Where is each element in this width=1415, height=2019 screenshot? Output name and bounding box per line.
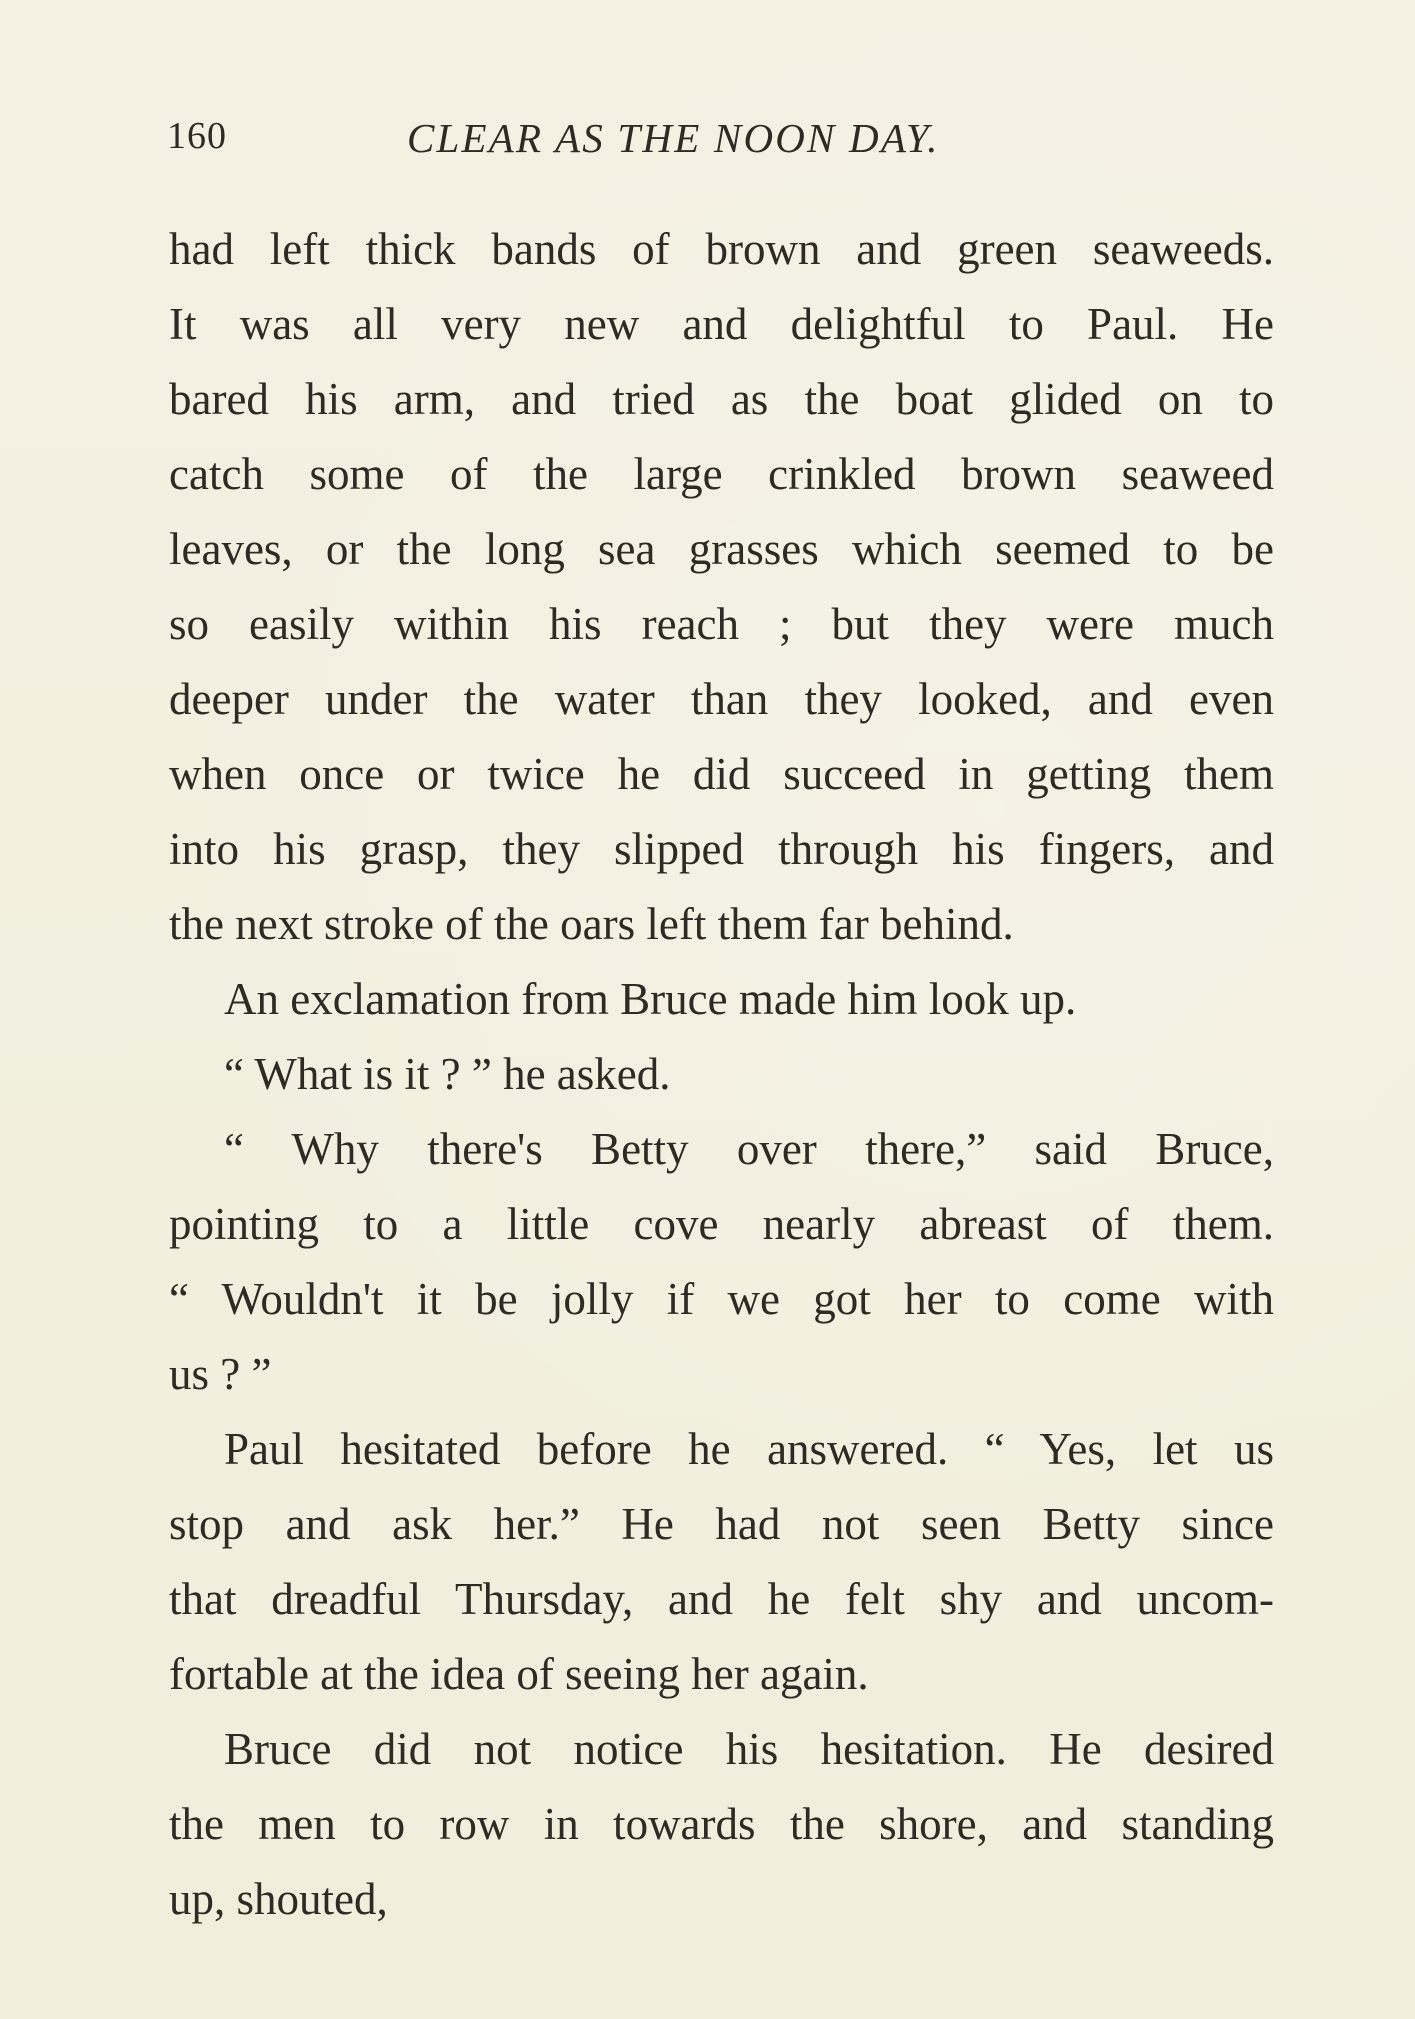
text-line: the next stroke of the oars left them far behind. xyxy=(169,899,1014,949)
text-line: the men to row in towards the shore, and standing xyxy=(169,1799,1274,1849)
text-line: stop and ask her.” He had not seen Betty since xyxy=(169,1499,1274,1549)
text-line: catch some of the large crinkled brown seaweed xyxy=(169,449,1274,499)
text-line: so easily within his reach ; but they were much xyxy=(169,599,1274,649)
text-line: up, shouted, xyxy=(169,1874,388,1924)
text-line: bared his arm, and tried as the boat glided on to xyxy=(169,374,1274,424)
text-line: into his grasp, they slipped through his fingers, and xyxy=(169,824,1274,874)
text-line: us ? ” xyxy=(169,1349,272,1399)
text-line: pointing to a little cove nearly abreast of them. xyxy=(169,1199,1274,1249)
text-line: leaves, or the long sea grasses which seemed to be xyxy=(169,524,1274,574)
text-line: had left thick bands of brown and green seaweeds. xyxy=(169,224,1274,274)
text-line: when once or twice he did succeed in getting them xyxy=(169,749,1274,799)
text-line: deeper under the water than they looked, and even xyxy=(169,674,1274,724)
dialogue-line: “ Why there's Betty over there,” said Bruce, xyxy=(224,1124,1274,1174)
page-number: 160 xyxy=(167,115,227,157)
running-head xyxy=(167,114,1067,164)
running-title: CLEAR AS THE NOON DAY. xyxy=(407,115,940,161)
dialogue-line: “ What is it ? ” he asked. xyxy=(224,1049,671,1099)
paragraph-start-line: An exclamation from Bruce made him look up. xyxy=(224,974,1077,1024)
text-line: fortable at the idea of seeing her again. xyxy=(169,1649,869,1699)
paragraph-start-line: Bruce did not notice his hesitation. He desired xyxy=(224,1724,1274,1774)
text-line: “ Wouldn't it be jolly if we got her to come with xyxy=(169,1274,1274,1324)
paragraph-start-line: Paul hesitated before he answered. “ Yes, let us xyxy=(224,1424,1274,1474)
text-line: that dreadful Thursday, and he felt shy and uncom- xyxy=(169,1574,1274,1624)
body-text xyxy=(169,212,1274,1937)
text-line: It was all very new and delightful to Paul. He xyxy=(169,299,1274,349)
